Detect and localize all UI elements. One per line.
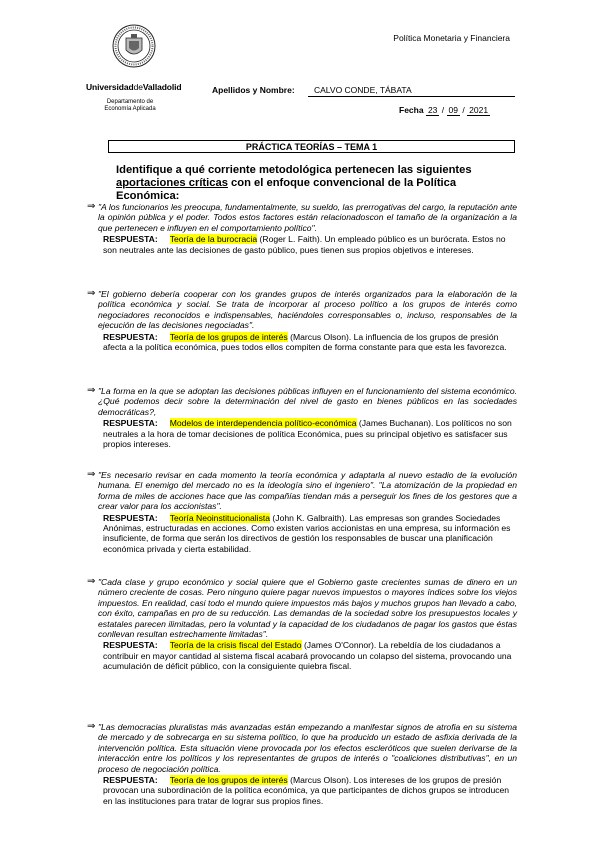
instructions-part1: Identifique a qué corriente metodológica pertenecen las siguientes xyxy=(116,164,472,176)
instructions-underlined: aportaciones críticas xyxy=(116,177,228,189)
question-quote: "Cada clase y grupo económico y social quiere que el Gobierno gaste crecientes sumas de dinero en un número creciente de cosas. Pero ninguno quiere pagar nuevos impuestos o mayores índices sobre los viejos impuestos. En realidad, casi todo el mundo quiere impuestos más bajos y muchos grupos han llevado a cabo, con éxito, campañas en pro de su reducción. Las demandas de la sociedad sobre los presupuestos locales y estatales parecen ilimitadas, pero la voluntad y la capacidad de los ciudadanos de pagar los gastos que éstas conllevan resultan estrechamente limitadas". xyxy=(98,577,517,640)
arrow-icon: ⇒ xyxy=(87,721,96,732)
department-line2: Economía Aplicada xyxy=(104,106,156,112)
university-prefix: Universidad xyxy=(86,82,134,92)
instructions-part2: con el enfoque convencional de la Política Económica: xyxy=(116,177,457,202)
answer-theory: Teoría de los grupos de interés xyxy=(169,331,288,342)
answer-text: (Marcus Olson). Los intereses de los grupos de presión provocan una subordinación de la política económica, ya que participantes de dichos grupos se introducen en las instituciones para tratar de lograr sus propios fines. xyxy=(103,775,510,806)
arrow-icon: ⇒ xyxy=(87,576,96,587)
question-item xyxy=(87,202,517,255)
answer xyxy=(103,418,517,449)
answer-label: RESPUESTA: xyxy=(103,512,158,523)
date-label: Fecha xyxy=(399,105,424,115)
answer-text: (Marcus Olson). La influencia de los grupos de presión afecta a la política económica, pues todos ellos compiten de forma constante para que esta les favorezca. xyxy=(103,331,507,353)
answer-label: RESPUESTA: xyxy=(103,234,158,245)
question-quote: "El gobierno debería cooperar con los grandes grupos de interés organizados para la elaboración de la política económica y social. Se trata de incorporar al proceso político a los grupos de interés como negociadores reconocidos e indispensables, haciéndoles corresponsables o, incluso, responsables de la ejecución de las decisiones negociadas". xyxy=(98,289,517,331)
university-de: de xyxy=(133,82,143,92)
arrow-icon: ⇒ xyxy=(87,469,96,480)
date-field xyxy=(399,105,490,115)
date-month: 09 xyxy=(448,105,459,115)
answer-theory: Teoría Neoinstitucionalista xyxy=(169,512,271,523)
answer xyxy=(103,513,517,555)
answer-label: RESPUESTA: xyxy=(103,331,158,342)
question-quote: "A los funcionarios les preocupa, fundamentalmente, su sueldo, las prerrogativas del cargo, la reputación ante la opinión pública y el poder. Todos estos factores están relacionadoscon el tamaño de la organización a la que pertenecen e influyen en el comportamiento político". xyxy=(98,202,517,233)
instructions xyxy=(116,164,516,203)
arrow-icon: ⇒ xyxy=(87,288,96,299)
answer-text: (John K. Galbraith). Las empresas son grandes Sociedades Anónimas, estructuradas en acciones. Como existen varios accionistas en una empresa, su información es insuficiente, de forma que serán los directivos de gestión los responsables de buscar una planificación económica privada y cierta estabilidad. xyxy=(103,512,511,554)
answer-theory: Modelos de interdependencia político-económica xyxy=(169,418,357,429)
question-item xyxy=(87,386,517,449)
university-city: Valladolid xyxy=(142,82,182,92)
page-title: PRÁCTICA TEORÍAS – TEMA 1 xyxy=(108,140,515,153)
arrow-icon: ⇒ xyxy=(87,385,96,396)
answer-label: RESPUESTA: xyxy=(103,418,158,429)
answer-label: RESPUESTA: xyxy=(103,640,158,651)
answer-text: (James O'Connor). La rebeldía de los ciudadanos a contribuir en mayor cantidad al sistema fiscal acabará provocando un colapso del sistema, provocando una acumulación de déficit público, con la consiguiente quiebra fiscal. xyxy=(103,640,512,672)
answer-text: (James Buchanan). Los políticos no son neutrales a la hora de tomar decisiones de política Económica, pues su principal objetivo es satisfacer sus propios intereses. xyxy=(103,418,512,450)
answer-label: RESPUESTA: xyxy=(103,775,158,786)
answer xyxy=(103,640,517,671)
university-name xyxy=(86,82,182,92)
answer-text: (Roger L. Faith). Un empleado público es un burócrata. Estos no son neutrales ante las decisiones de gasto público, pues tienen sus propios objetivos e intereses. xyxy=(103,234,506,255)
question-item xyxy=(87,289,517,352)
answer xyxy=(103,332,517,353)
answer-theory: Teoría de la burocracia xyxy=(169,234,258,245)
answer xyxy=(103,234,517,255)
answer-theory: Teoría de los grupos de interés xyxy=(169,775,288,786)
date-separator: / xyxy=(441,105,445,115)
answer-theory: Teoría de la crisis fiscal del Estado xyxy=(169,640,302,651)
question-quote: "La forma en la que se adoptan las decisiones públicas influyen en el funcionamiento del sistema económico. ¿Qué podemos decir sobre la determinación del nivel de gasto en bienes públicos en las sociedades democráticas?, xyxy=(98,386,517,417)
question-item xyxy=(87,470,517,554)
arrow-icon: ⇒ xyxy=(87,201,96,212)
question-quote: "Las democracias pluralistas más avanzadas están empezando a manifestar signos de atrofia en su sistema de mercado y de sobrecarga en su sistema político, lo que ha producido un estado de asfixia derivada de la intervención política. Esta situación viene provocada por los efectos escleróticos que suelen derivarse de la interacción entre los políticos y los representantes de grupos de interés o "coaliciones distributivas", en un proceso de negociación política. xyxy=(98,722,517,774)
name-label: Apellidos y Nombre: xyxy=(212,85,295,95)
date-day: 23 xyxy=(427,105,438,115)
question-quote: "Es necesario revisar en cada momento la teoría económica y adaptarla al nuevo estadio de la evolución humana. El enemigo del mercado no es la ideología sino el ingeniero". "La atomización de la propiedad en forma de miles de acciones hace que las compañías tiendan más a perseguir los fines de los gestores que a crear valor para los accionistas". xyxy=(98,470,517,512)
question-item xyxy=(87,722,517,806)
answer xyxy=(103,775,517,806)
department-line1: Departamento de xyxy=(106,99,154,105)
department xyxy=(80,99,180,113)
date-year: 2021 xyxy=(469,105,489,115)
university-seal-icon xyxy=(112,24,156,68)
course-title: Política Monetaria y Financiera xyxy=(393,33,510,43)
name-value: CALVO CONDE, TÁBATA xyxy=(308,85,515,97)
question-item xyxy=(87,577,517,672)
date-separator: / xyxy=(462,105,465,115)
